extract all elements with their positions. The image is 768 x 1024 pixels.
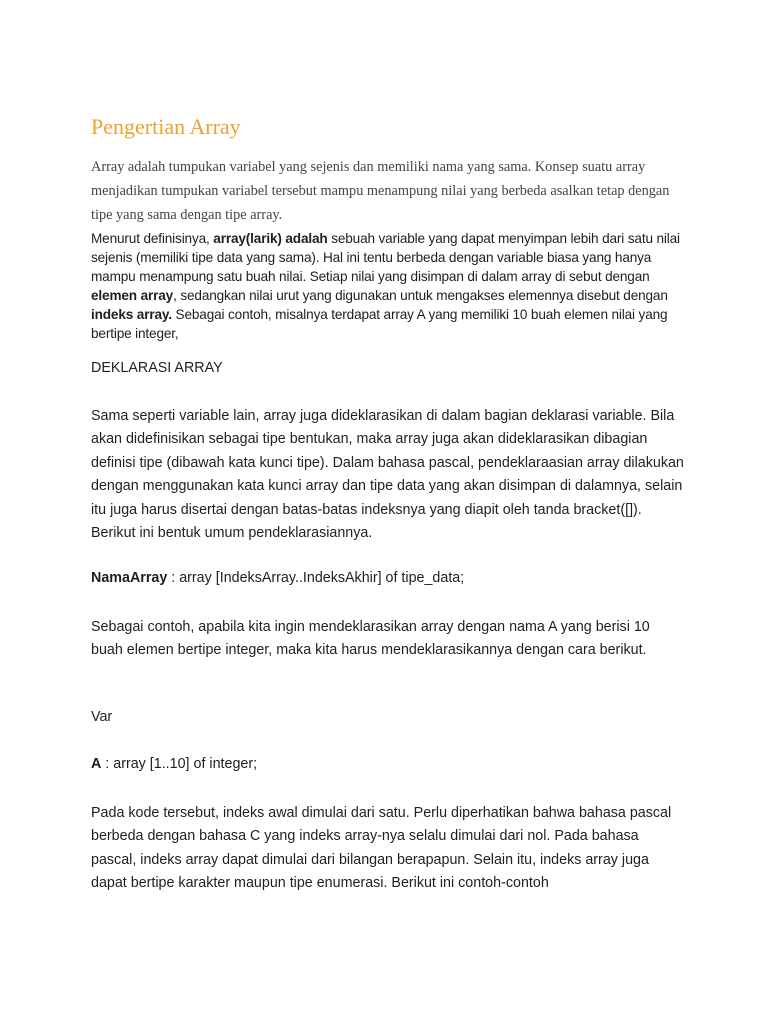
definition-text-1: Menurut definisinya,: [91, 231, 214, 246]
example-declaration-line: [91, 756, 257, 772]
example-declaration-rest: : array [1..10] of integer;: [101, 756, 258, 772]
definition-bold-indeks-array: indeks array.: [91, 307, 172, 322]
general-declaration-line: [91, 570, 464, 586]
section-heading: DEKLARASI ARRAY: [91, 360, 223, 376]
example-declaration-name: A: [91, 756, 102, 772]
declaration-paragraph: Sama seperti variable lain, array juga dideklarasikan di dalam bagian deklarasi variable. Bila akan didefinisikan sebagai tipe bentukan, maka array juga akan dideklarasikan dibagian definisi tipe (dibawah kata kunci tipe). Dalam bahasa pascal, pendeklaraasian array dilakukan dengan menggunakan kata kunci array dan tipe data yang akan disimpan di dalamnya, selain itu juga harus disertai dengan batas-batas indeksnya yang diapit oleh tanda bracket([]). Berikut ini bentuk umum pendeklarasiannya.: [91, 408, 684, 542]
index-explanation-paragraph: Pada kode tersebut, indeks awal dimulai dari satu. Perlu diperhatikan bahwa bahasa pascal berbeda dengan bahasa C yang indeks array-nya selalu dimulai dari nol. Pada bahasa pascal, indeks array dapat dimulai dari bilangan berapapun. Selain itu, indeks array juga dapat bertipe karakter maupun tipe enumerasi. Berikut ini contoh-contoh: [91, 805, 672, 892]
intro-paragraph: Array adalah tumpukan variabel yang sejenis dan memiliki nama yang sama. Konsep suatu array menjadikan tumpukan variabel tersebut mampu menampung nilai yang berbeda asalkan tetap dengan tipe yang sama dengan tipe array.: [91, 159, 670, 223]
general-declaration-rest: : array [IndeksArray..IndeksAkhir] of tipe_data;: [167, 570, 465, 586]
var-keyword-line: Var: [91, 709, 113, 725]
definition-text-4: Sebagai contoh, misalnya terdapat array A yang memiliki 10 buah elemen nilai yang bertipe integer,: [91, 307, 668, 341]
definition-text-3: , sedangkan nilai urut yang digunakan untuk mengakses elemennya disebut dengan: [173, 288, 668, 303]
definition-bold-array-larik: array(larik) adalah: [213, 231, 328, 246]
definition-paragraph: [91, 229, 686, 343]
example-paragraph: Sebagai contoh, apabila kita ingin mendeklarasikan array dengan nama A yang berisi 10 buah elemen bertipe integer, maka kita harus mendeklarasikannya dengan cara berikut.: [91, 619, 650, 659]
general-declaration-name: NamaArray: [91, 570, 168, 586]
definition-text-2: sebuah variable yang dapat menyimpan lebih dari satu nilai sejenis (memiliki tipe data yang sama). Hal ini tentu berbeda dengan variable biasa yang hanya mampu menampung satu buah nilai. Setiap nilai yang disimpan di dalam array di sebut dengan: [91, 231, 680, 284]
page-title: Pengertian Array: [91, 114, 241, 139]
definition-bold-elemen-array: elemen array: [91, 288, 174, 303]
